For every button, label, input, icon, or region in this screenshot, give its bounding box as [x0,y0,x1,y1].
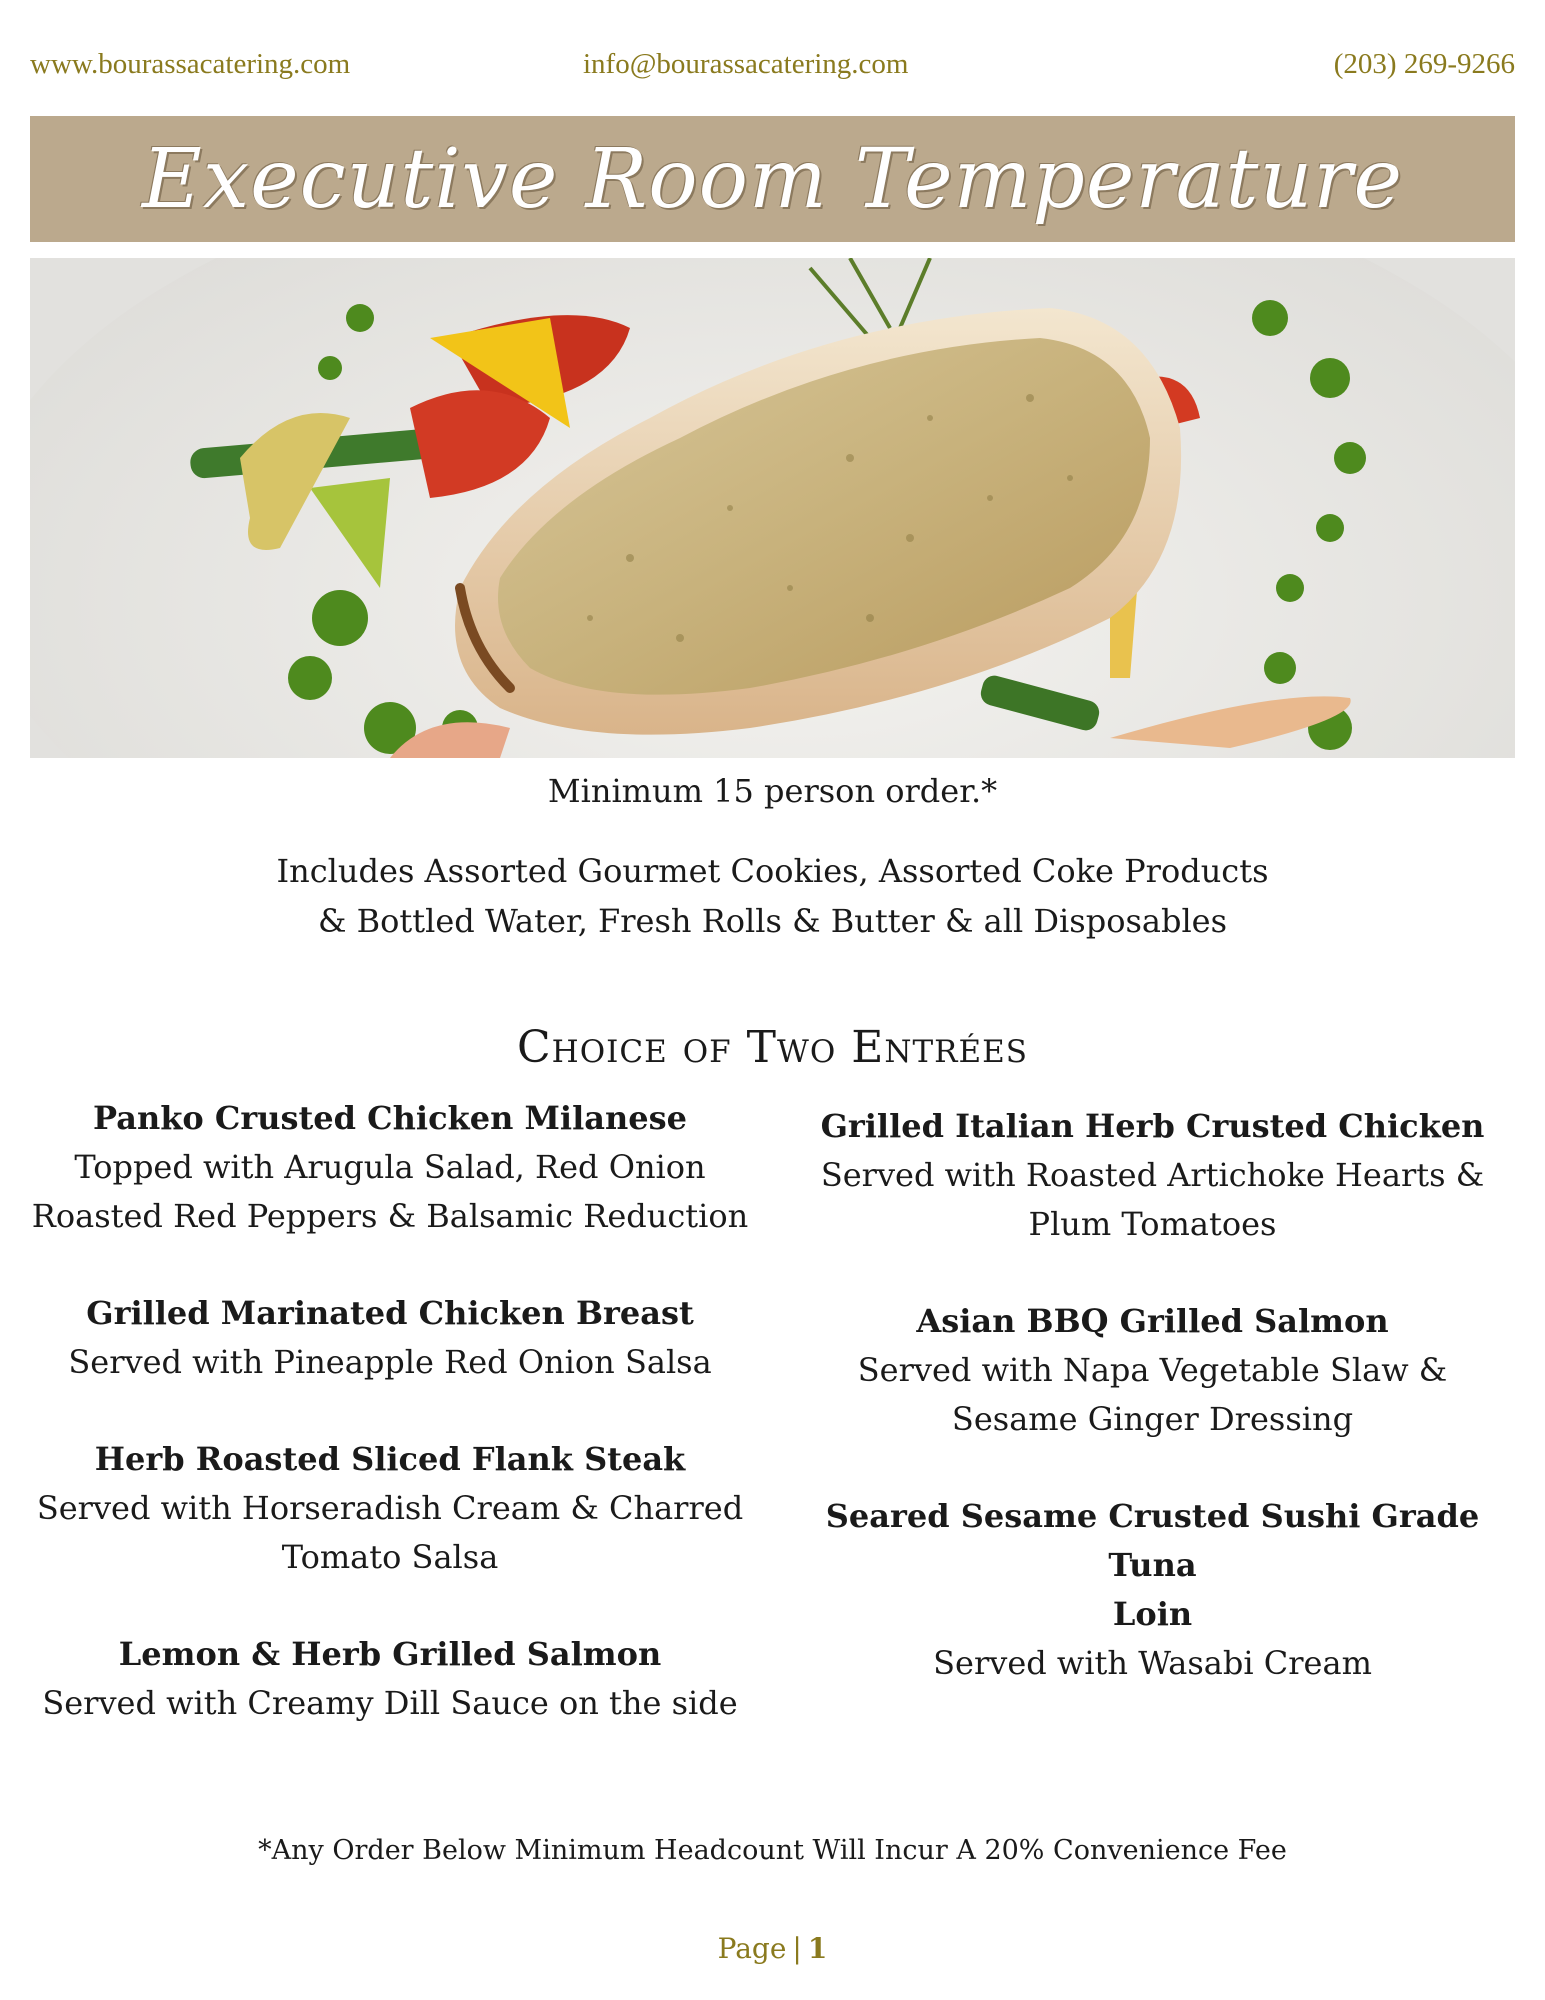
hero-food-photo [30,258,1515,758]
entrees-right-column [790,1102,1515,1736]
entree-name: Asian BBQ Grilled Salmon [916,1302,1389,1340]
entree-description: Served with Creamy Dill Sauce on the side [42,1684,738,1722]
entree-description: Served with Horseradish Cream & Charred [36,1489,744,1527]
website-link[interactable]: www.bourassacatering.com [30,48,351,80]
includes-line: Includes Assorted Gourmet Cookies, Assorted Coke Products [276,852,1269,890]
contact-bar [30,48,1515,88]
entree-description: Served with Wasabi Cream [933,1644,1372,1682]
entree-item [30,1630,750,1728]
entree-name: Grilled Marinated Chicken Breast [86,1294,694,1332]
minimum-order-text: Minimum 15 person order.* [547,772,998,810]
entree-item [790,1297,1515,1444]
entree-item [790,1102,1515,1249]
page-separator: | [792,1932,802,1965]
entree-item [30,1435,750,1582]
includes-text [0,846,1545,946]
page-number-value: 1 [807,1932,828,1965]
email-link[interactable]: info@bourassacatering.com [583,48,909,80]
phone-number: (203) 269-9266 [1333,48,1515,80]
entree-item [790,1492,1515,1688]
entree-name: Grilled Italian Herb Crusted Chicken [820,1107,1485,1145]
entree-name: Panko Crusted Chicken Milanese [93,1099,687,1137]
entrees-heading: Choice of Two Entrées [517,1022,1028,1073]
entree-description: Topped with Arugula Salad, Red Onion [74,1148,706,1186]
entree-name: Herb Roasted Sliced Flank Steak [94,1440,686,1478]
entree-description: Served with Roasted Artichoke Hearts & [820,1156,1485,1194]
entree-description: Served with Napa Vegetable Slaw & [857,1351,1448,1389]
entree-item [30,1094,750,1241]
entree-description: Sesame Ginger Dressing [951,1400,1354,1438]
entrees-left-column [30,1094,750,1776]
page-number [0,1932,1545,1965]
entree-name: Loin [1112,1595,1193,1633]
entree-description: Tomato Salsa [281,1538,499,1576]
plated-fish-image [30,258,1515,758]
page-label: Page [717,1932,787,1965]
convenience-fee-note: *Any Order Below Minimum Headcount Will Incur A 20% Convenience Fee [258,1835,1287,1866]
includes-line: & Bottled Water, Fresh Rolls & Butter & all Disposables [317,902,1228,940]
page-title: Executive Room Temperature [142,131,1403,227]
entree-description: Roasted Red Peppers & Balsamic Reduction [31,1197,749,1235]
entree-description: Plum Tomatoes [1028,1205,1277,1243]
entree-item [30,1289,750,1387]
entree-description: Served with Pineapple Red Onion Salsa [68,1343,712,1381]
title-banner [30,116,1515,242]
entree-name: Lemon & Herb Grilled Salmon [118,1635,662,1673]
entree-name: Seared Sesame Crusted Sushi Grade Tuna [825,1497,1480,1584]
